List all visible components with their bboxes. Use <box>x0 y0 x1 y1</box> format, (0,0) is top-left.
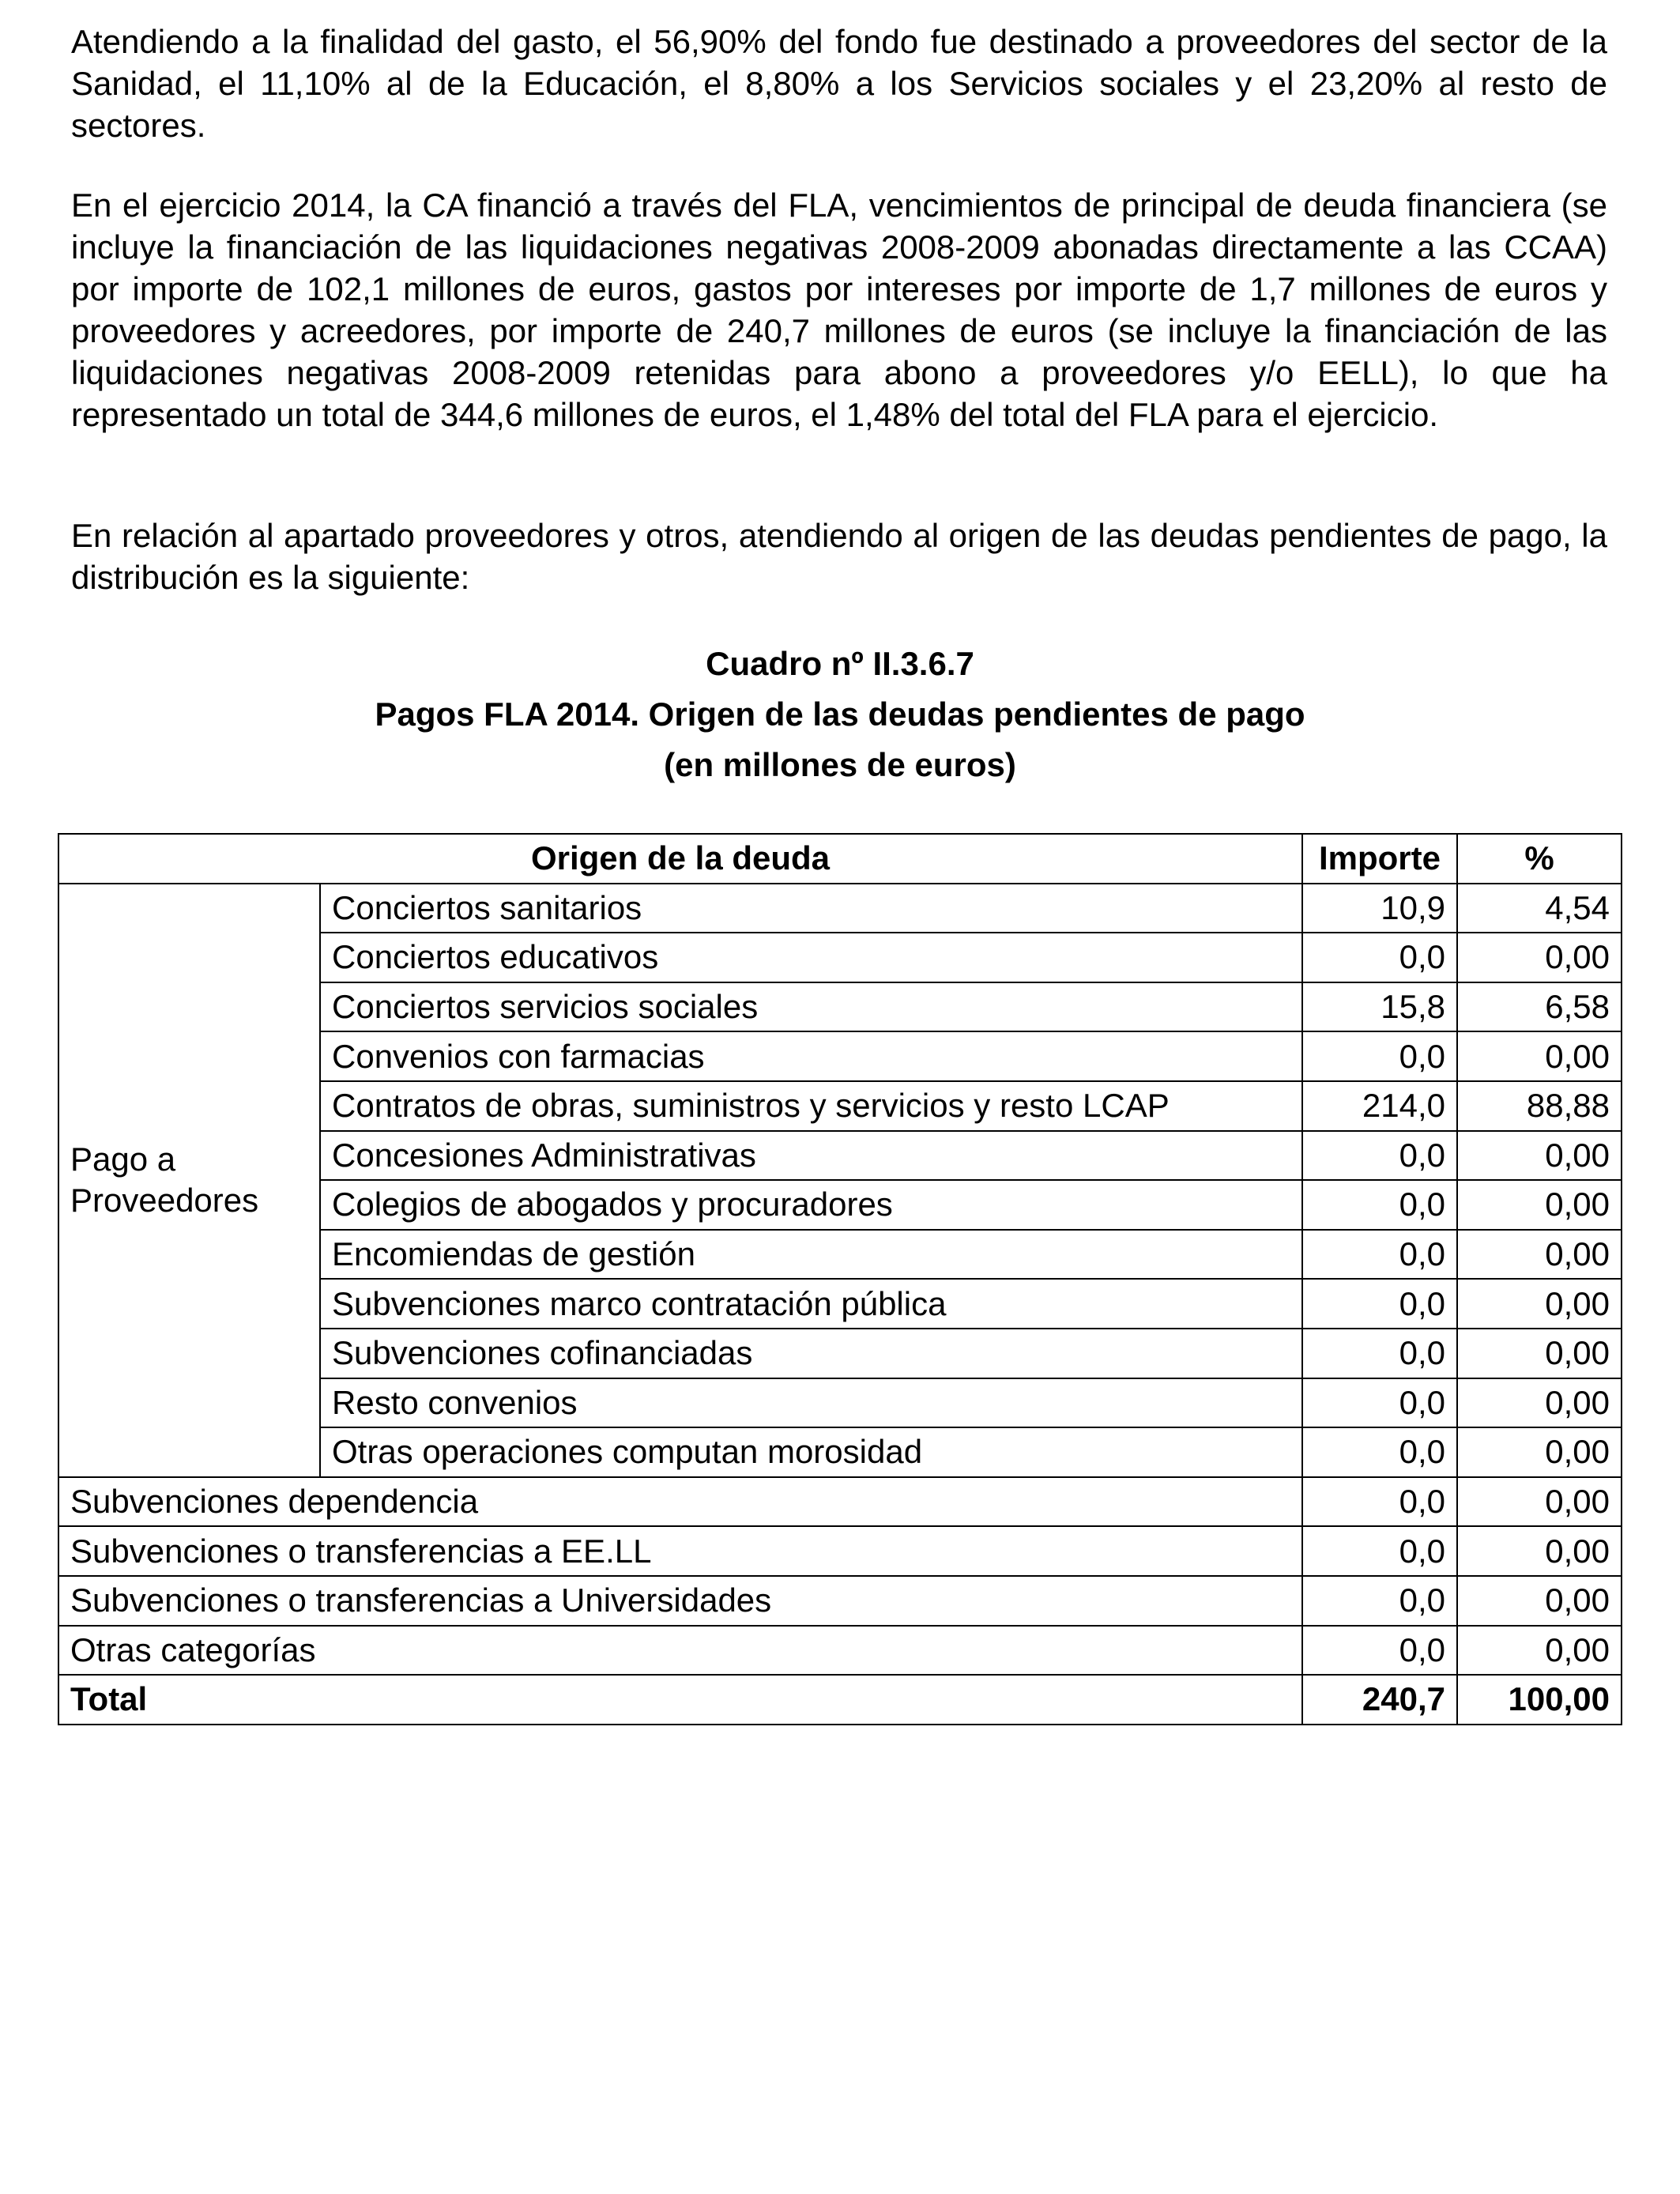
row-label: Subvenciones dependencia <box>58 1477 1302 1527</box>
table-row <box>58 1576 1622 1626</box>
row-label: Subvenciones o transferencias a EE.LL <box>58 1526 1302 1576</box>
row-pct: 0,00 <box>1457 1427 1622 1477</box>
row-pct: 0,00 <box>1457 933 1622 982</box>
table-units: (en millones de euros) <box>664 746 1016 783</box>
row-label: Convenios con farmacias <box>320 1031 1302 1081</box>
row-importe: 0,0 <box>1302 1576 1457 1626</box>
row-pct: 6,58 <box>1457 982 1622 1032</box>
total-row <box>58 1675 1622 1725</box>
table-number: Cuadro nº II.3.6.7 <box>706 645 974 682</box>
row-label: Conciertos educativos <box>320 933 1302 982</box>
total-importe: 240,7 <box>1302 1675 1457 1725</box>
row-label: Subvenciones o transferencias a Universidades <box>58 1576 1302 1626</box>
row-importe: 0,0 <box>1302 1180 1457 1230</box>
row-importe: 15,8 <box>1302 982 1457 1032</box>
row-pct: 0,00 <box>1457 1526 1622 1576</box>
debt-origin-table <box>58 833 1622 1725</box>
row-pct: 88,88 <box>1457 1081 1622 1131</box>
table-header-row <box>58 834 1622 884</box>
row-label: Concesiones Administrativas <box>320 1131 1302 1181</box>
row-importe: 0,0 <box>1302 1626 1457 1676</box>
row-label: Subvenciones cofinanciadas <box>320 1329 1302 1378</box>
row-importe: 0,0 <box>1302 1329 1457 1378</box>
row-importe: 0,0 <box>1302 1230 1457 1280</box>
table-row <box>58 884 1622 933</box>
row-importe: 0,0 <box>1302 1131 1457 1181</box>
row-importe: 0,0 <box>1302 1279 1457 1329</box>
row-pct: 0,00 <box>1457 1131 1622 1181</box>
group-label-pago-proveedores <box>58 884 320 1477</box>
row-pct: 0,00 <box>1457 1477 1622 1527</box>
row-pct: 0,00 <box>1457 1329 1622 1378</box>
row-importe: 0,0 <box>1302 933 1457 982</box>
row-label: Otras operaciones computan morosidad <box>320 1427 1302 1477</box>
header-origen: Origen de la deuda <box>58 834 1302 884</box>
table-row <box>58 1526 1622 1576</box>
row-pct: 0,00 <box>1457 1031 1622 1081</box>
row-importe: 0,0 <box>1302 1477 1457 1527</box>
row-label: Otras categorías <box>58 1626 1302 1676</box>
table-title: Pagos FLA 2014. Origen de las deudas pendientes de pago <box>375 696 1305 733</box>
group-label-line2: Proveedores <box>70 1182 259 1220</box>
row-importe: 0,0 <box>1302 1427 1457 1477</box>
row-label: Encomiendas de gestión <box>320 1230 1302 1280</box>
row-pct: 0,00 <box>1457 1279 1622 1329</box>
row-label: Conciertos servicios sociales <box>320 982 1302 1032</box>
row-importe: 10,9 <box>1302 884 1457 933</box>
row-pct: 0,00 <box>1457 1378 1622 1428</box>
row-pct: 0,00 <box>1457 1576 1622 1626</box>
total-pct: 100,00 <box>1457 1675 1622 1725</box>
row-label: Colegios de abogados y procuradores <box>320 1180 1302 1230</box>
row-label: Contratos de obras, suministros y servicios y resto LCAP <box>320 1081 1302 1131</box>
table-row <box>58 1477 1622 1527</box>
row-label: Conciertos sanitarios <box>320 884 1302 933</box>
row-pct: 0,00 <box>1457 1180 1622 1230</box>
paragraph-finalidad: Atendiendo a la finalidad del gasto, el 56,90% del fondo fue destinado a proveedores del sector de la Sanidad, el 11,10% al de la Educación, el 8,80% a los Servicios sociales y el 23,20% al resto de sectores. <box>71 23 1607 144</box>
row-importe: 0,0 <box>1302 1031 1457 1081</box>
table-row <box>58 1626 1622 1676</box>
row-pct: 0,00 <box>1457 1230 1622 1280</box>
group-label-line1: Pago a <box>70 1140 176 1178</box>
row-label: Subvenciones marco contratación pública <box>320 1279 1302 1329</box>
row-importe: 214,0 <box>1302 1081 1457 1131</box>
row-pct: 4,54 <box>1457 884 1622 933</box>
row-label: Resto convenios <box>320 1378 1302 1428</box>
total-label: Total <box>58 1675 1302 1725</box>
header-pct: % <box>1457 834 1622 884</box>
paragraph-ejercicio-2014: En el ejercicio 2014, la CA financió a través del FLA, vencimientos de principal de deuda financiera (se incluye la financiación de las liquidaciones negativas 2008-2009 abonadas directamente a las CCAA) por importe de 102,1 millones de euros, gastos por intereses por importe de 1,7 millones de euros y proveedores y acreedores, por importe de 240,7 millones de euros (se incluye la financiación de las liquidaciones negativas 2008-2009 retenidas para abono a proveedores y/o EELL), lo que ha representado un total de 344,6 millones de euros, el 1,48% del total del FLA para el ejercicio. <box>71 187 1607 433</box>
row-pct: 0,00 <box>1457 1626 1622 1676</box>
row-importe: 0,0 <box>1302 1526 1457 1576</box>
row-importe: 0,0 <box>1302 1378 1457 1428</box>
paragraph-proveedores: En relación al apartado proveedores y otros, atendiendo al origen de las deudas pendientes de pago, la distribución es la siguiente: <box>71 517 1607 596</box>
header-importe: Importe <box>1302 834 1457 884</box>
